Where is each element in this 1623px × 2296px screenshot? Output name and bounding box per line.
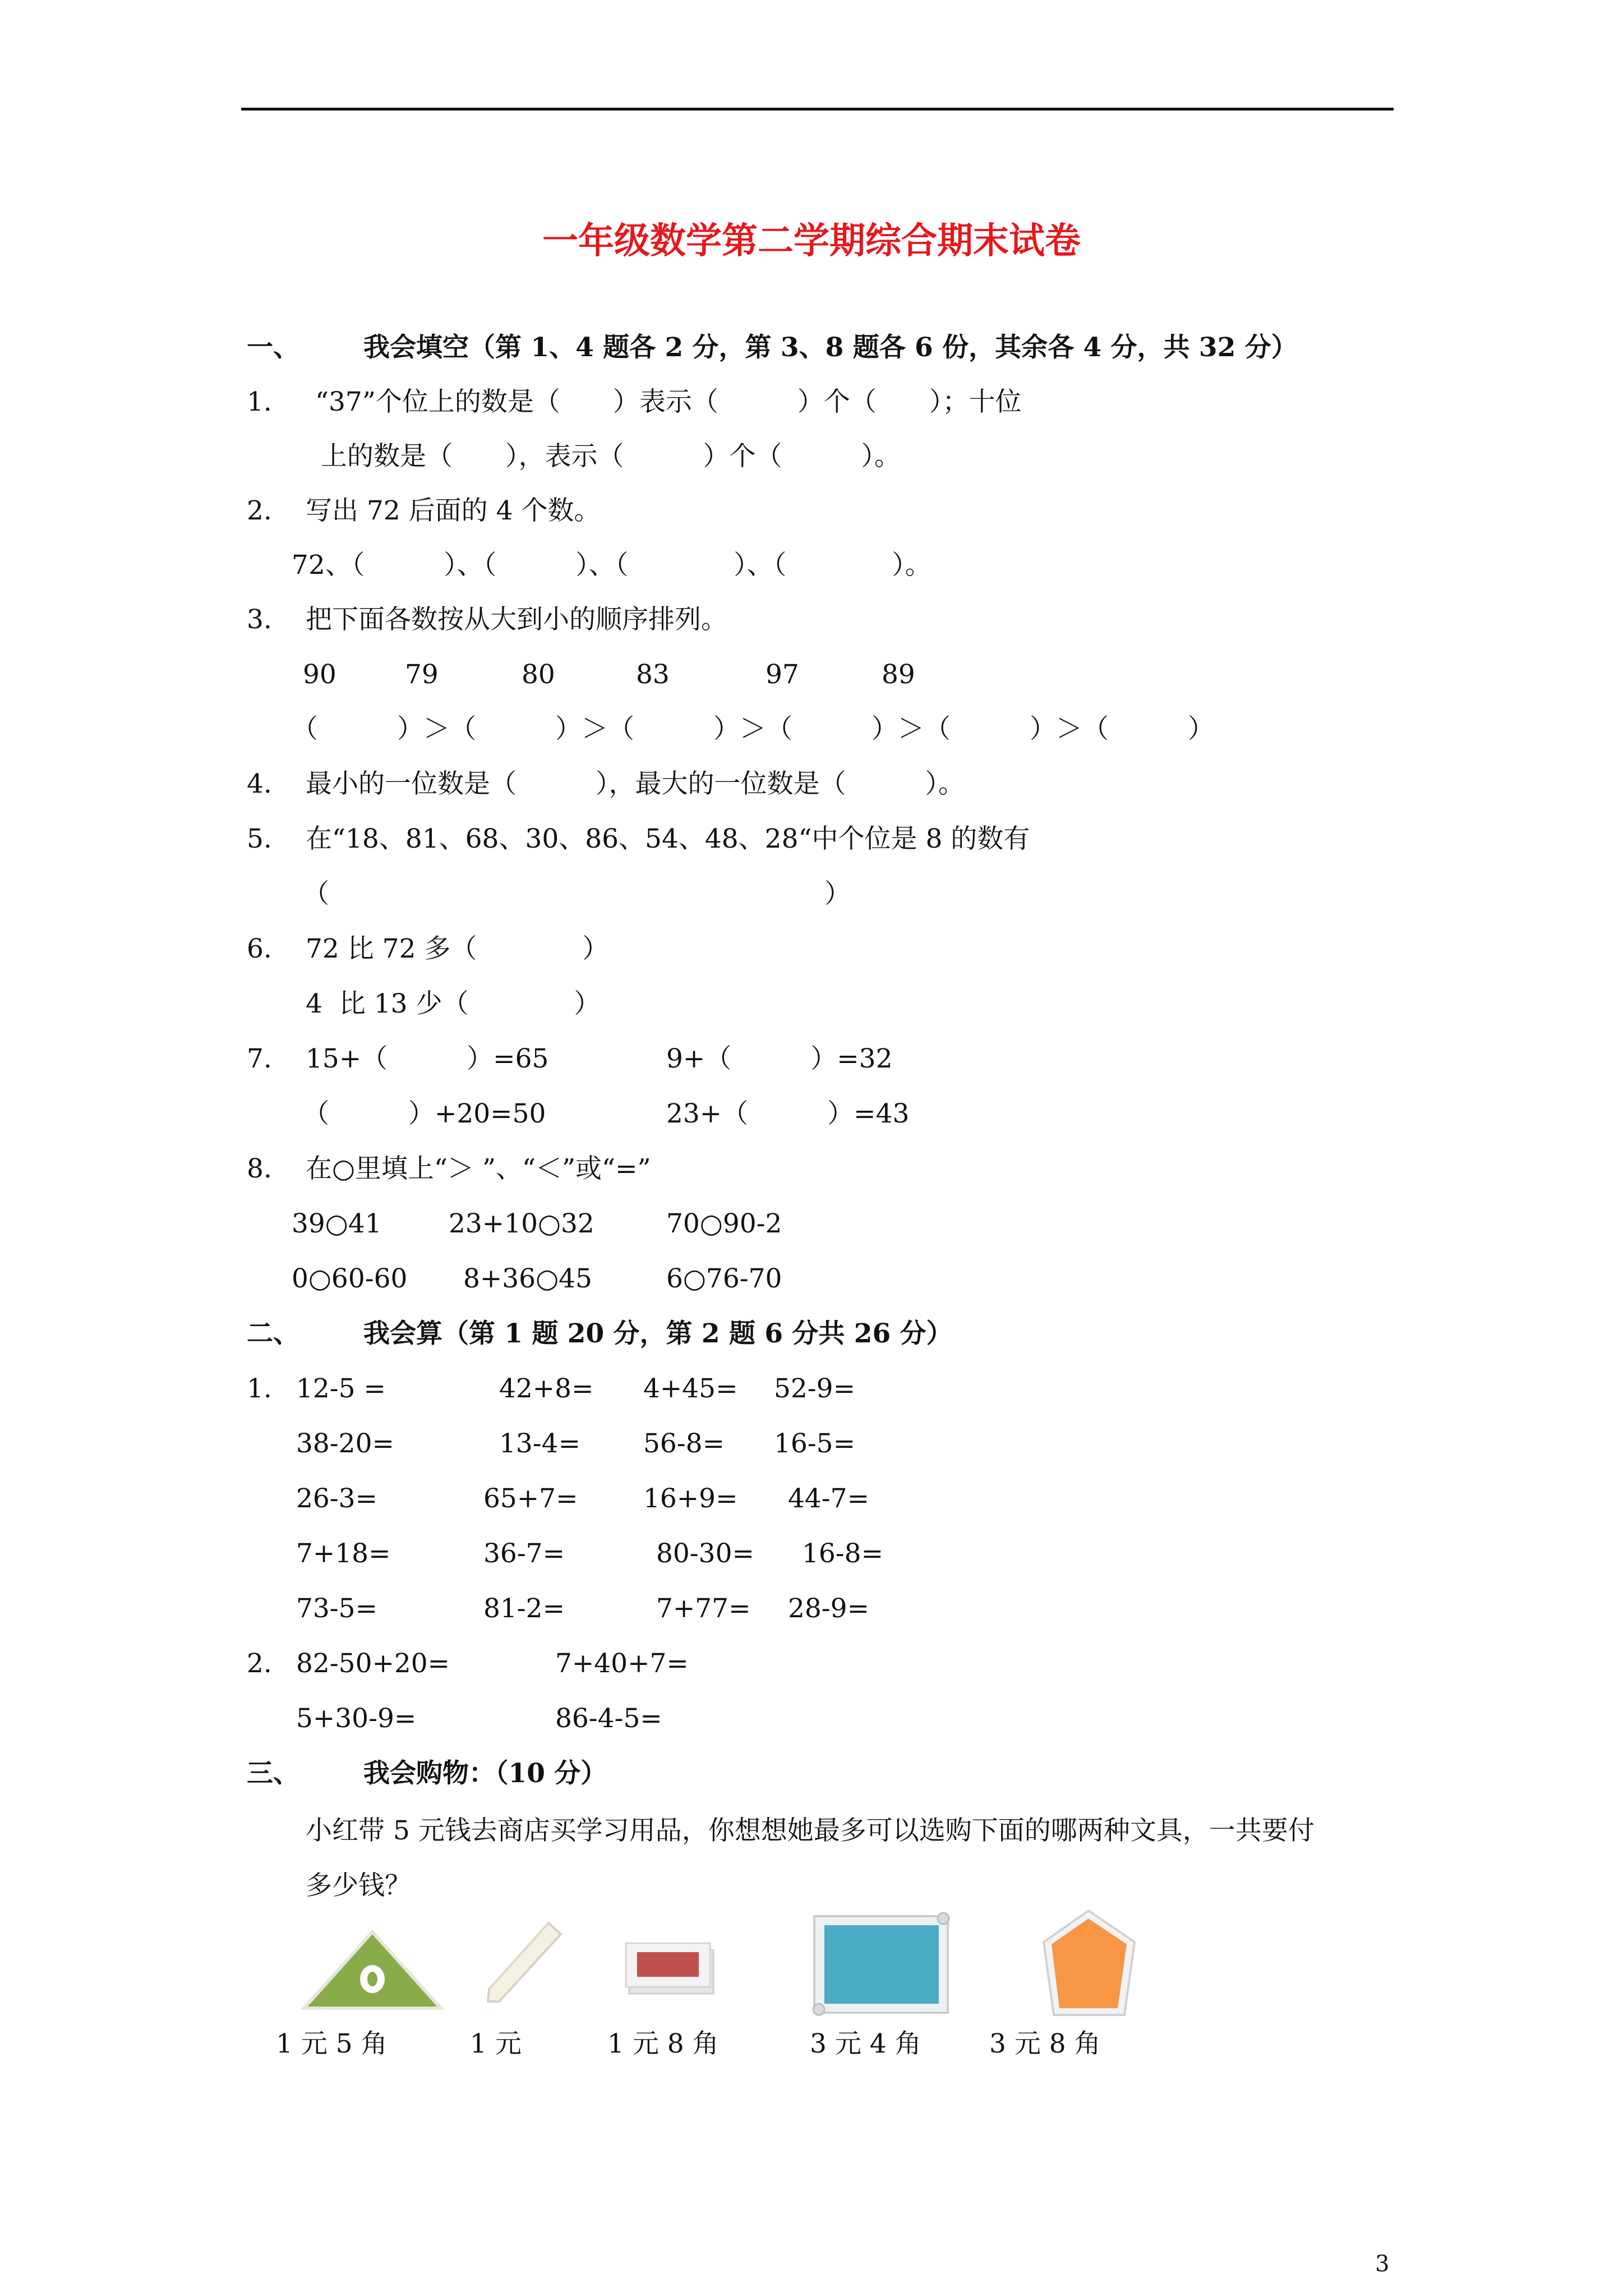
q2-number: 2. [247,495,272,526]
calc-item: 81-2= [483,1593,565,1624]
q3-number: 3. [247,604,272,635]
q7-item-b: 9+（ ）=32 [666,1043,893,1074]
q4-number: 4. [247,769,272,799]
triangle-ruler-icon [301,1927,444,2012]
calc-item: 86-4-5= [555,1703,662,1734]
q3-number-item: 79 [405,659,439,690]
section-3-heading: 我会购物：（10 分） [363,1758,607,1789]
calc-item: 16+9= [643,1483,738,1514]
q8-item: 8+36○45 [463,1263,592,1294]
q8-item: 0○60-60 [292,1263,408,1294]
section-1-number: 一、 [247,332,299,363]
calc-item: 73-5= [296,1593,377,1624]
q5-close-paren: ） [824,878,851,909]
q3-answer-line: （ ）＞（ ）＞（ ）＞（ ）＞（ ）＞（ ） [292,714,1214,744]
section-2-number: 二、 [247,1318,299,1349]
calc-item: 82-50+20= [296,1648,450,1679]
q7-number: 7. [247,1043,272,1074]
calc-item: 38-20= [296,1428,394,1459]
section-2-q1-number: 1. [247,1373,272,1404]
calc-item: 7+40+7= [555,1648,689,1679]
q7-item-c: （ ）+20=50 [303,1098,546,1129]
q3-number-item: 80 [522,659,555,690]
q8-line-1: 在○里填上“＞ ”、“＜”或“=” [306,1153,651,1184]
item-price: 3 元 8 角 [989,2028,1101,2059]
q8-item: 70○90-2 [666,1208,782,1239]
q6-number: 6. [247,933,272,964]
calc-item: 26-3= [296,1483,377,1514]
q2-line-1: 写出 72 后面的 4 个数。 [306,495,601,526]
q8-item: 39○41 [292,1208,382,1239]
calc-item: 42+8= [499,1373,594,1404]
q4-line-1: 最小的一位数是（ ），最大的一位数是（ ）。 [306,769,965,799]
q1-number: 1. [247,386,272,417]
q3-number-item: 89 [882,659,915,690]
calc-item: 13-4= [499,1428,580,1459]
calc-item: 7+77= [656,1593,751,1624]
calc-item: 12-5 = [296,1373,386,1404]
pencil-icon [482,1917,566,2010]
page-title: 一年级数学第二学期综合期末试卷 [542,220,1081,262]
q3-number-item: 83 [636,659,670,690]
q5-number: 5. [247,823,272,854]
section-1-heading: 我会填空（第 1、4 题各 2 分，第 3、8 题各 6 份，其余各 4 分，共 32 分） [363,332,1298,363]
calc-item: 28-9= [788,1593,869,1624]
calc-item: 36-7= [483,1538,565,1569]
header-rule [241,108,1394,111]
section-3-number: 三、 [247,1758,299,1789]
item-price: 1 元 5 角 [276,2028,388,2059]
section-3-text-line-2: 多少钱？ [306,1870,411,1901]
calc-item: 65+7= [483,1483,578,1514]
calc-item: 56-8= [643,1428,725,1459]
blackboard-icon [808,1908,953,2018]
q5-line-1: 在“18、81、68、30、86、54、48、28“中个位是 8 的数有 [306,823,1030,854]
q3-line-1: 把下面各数按从大到小的顺序排列。 [306,604,727,635]
page-number: 3 [1375,2251,1390,2277]
q6-line-2: 4 比 13 少（ ） [306,988,601,1019]
q1-line-1: “37”个位上的数是（ ）表示（ ）个（ ）；十位 [315,386,1022,417]
item-price: 1 元 [470,2028,522,2059]
pentagon-icon [1040,1907,1141,2019]
q3-number-item: 97 [766,659,799,690]
section-3-text-line-1: 小红带 5 元钱去商店买学习用品，你想想她最多可以选购下面的哪两种文具，一共要付 [306,1815,1315,1846]
q8-item: 6○76-70 [666,1263,782,1294]
calc-item: 44-7= [788,1483,869,1514]
calc-item: 16-8= [802,1538,883,1569]
item-price: 3 元 4 角 [810,2028,921,2059]
calc-item: 80-30= [656,1538,754,1569]
calc-item: 4+45= [643,1373,738,1404]
q7-item-a: 15+（ ）=65 [306,1043,549,1074]
section-2-heading: 我会算（第 1 题 20 分，第 2 题 6 分共 26 分） [363,1318,953,1349]
q3-number-item: 90 [303,659,336,690]
section-2-q2-number: 2. [247,1648,272,1679]
eraser-icon [623,1935,718,2001]
q7-item-d: 23+（ ）=43 [666,1098,910,1129]
q5-open-paren: （ [303,878,329,909]
calc-item: 5+30-9= [296,1703,417,1734]
q1-line-2: 上的数是（ ），表示（ ）个（ ）。 [321,441,901,472]
q2-line-2: 72、（ ）、（ ）、（ ）、（ ）。 [292,550,932,581]
q8-item: 23+10○32 [449,1208,594,1239]
calc-item: 52-9= [774,1373,855,1404]
item-price: 1 元 8 角 [607,2028,719,2059]
q6-line-1: 72 比 72 多（ ） [306,933,609,964]
calc-item: 16-5= [774,1428,855,1459]
q8-number: 8. [247,1153,272,1184]
calc-item: 7+18= [296,1538,391,1569]
